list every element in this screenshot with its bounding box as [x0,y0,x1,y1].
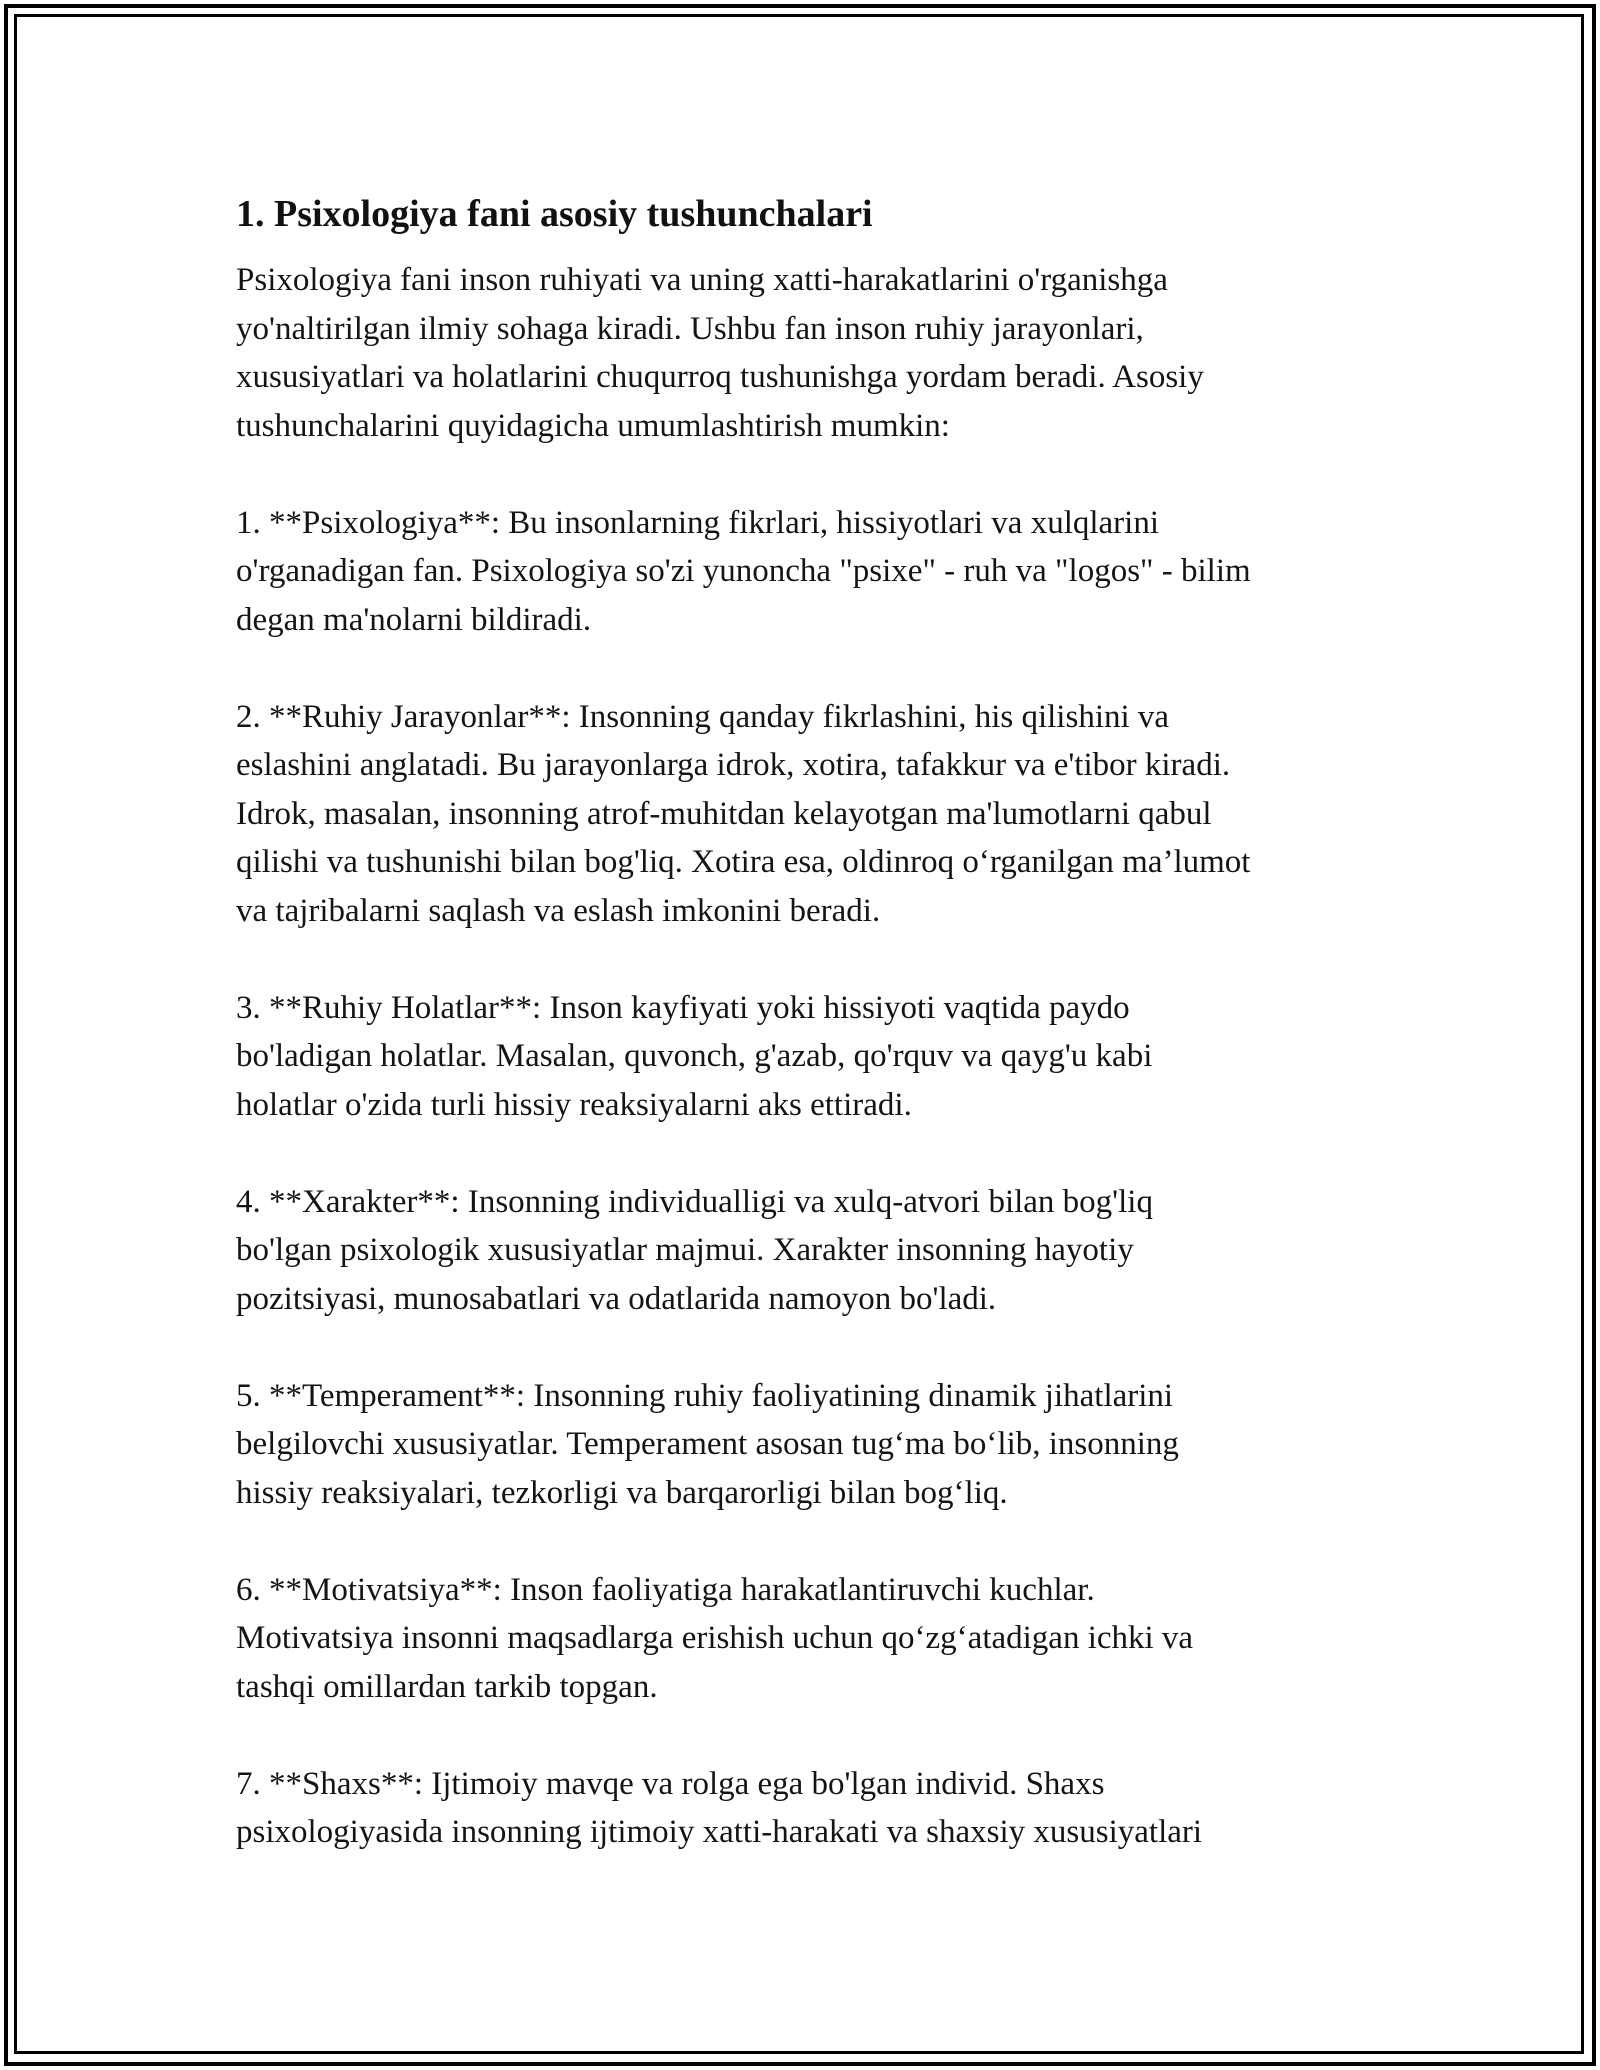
paragraph-line: bo'ladigan holatlar. Masalan, quvonch, g'azab, qo'rquv va qayg'u kabi [236,1038,1153,1074]
section-heading: 1. Psixologiya fani asosiy tushunchalari [236,193,873,235]
paragraph-line: qilishi va tushunishi bilan bog'liq. Xotira esa, oldinroq o‘rganilgan ma’lumot [236,844,1251,880]
item-xarakter [236,1178,1386,1324]
paragraph-line: yo'naltirilgan ilmiy sohaga kiradi. Ushbu fan inson ruhiy jarayonlari, [236,310,1144,347]
intro-paragraph [236,256,1386,450]
paragraph-line: 3. **Ruhiy Holatlar**: Inson kayfiyati yoki hissiyoti vaqtida paydo [236,989,1130,1026]
paragraph-line: 4. **Xarakter**: Insonning individualligi va xulq-atvori bilan bog'liq [236,1183,1153,1220]
paragraph-line: o'rganadigan fan. Psixologiya so'zi yunoncha "psixe" - ruh va "logos" - bilim [236,553,1251,589]
paragraph-line: tushunchalarini quyidagicha umumlashtirish mumkin: [236,407,950,444]
paragraph-line: belgilovchi xususiyatlar. Temperament asosan tug‘ma bo‘lib, insonning [236,1426,1179,1462]
document-body [236,186,1386,1905]
paragraph-line: Motivatsiya insonni maqsadlarga erishish uchun qo‘zg‘atadigan ichki va [236,1620,1194,1656]
paragraph-line: xususiyatlari va holatlarini chuqurroq tushunishga yordam beradi. Asosiy [236,359,1204,395]
item-ruhiy-jarayonlar [236,693,1386,936]
item-shaxs [236,1760,1386,1857]
item-psixologiya [236,499,1386,645]
paragraph-line: 1. **Psixologiya**: Bu insonlarning fikrlari, hissiyotlari va xulqlarini [236,504,1160,541]
paragraph-line: pozitsiyasi, munosabatlari va odatlarida namoyon bo'ladi. [236,1280,997,1317]
paragraph-line: Psixologiya fani inson ruhiyati va uning xatti-harakatlarini o'rganishga [236,262,1168,298]
paragraph-line: degan ma'nolarni bildiradi. [236,601,592,638]
paragraph-line: Idrok, masalan, insonning atrof-muhitdan kelayotgan ma'lumotlarni qabul [236,795,1212,832]
paragraph-line: tashqi omillardan tarkib topgan. [236,1668,658,1705]
paragraph-line: va tajribalarni saqlash va eslash imkonini beradi. [236,892,881,929]
item-ruhiy-holatlar [236,984,1386,1130]
paragraph-line: 5. **Temperament**: Insonning ruhiy faoliyatining dinamik jihatlarini [236,1377,1174,1414]
item-motivatsiya [236,1566,1386,1712]
item-temperament [236,1372,1386,1518]
paragraph-line: psixologiyasida insonning ijtimoiy xatti-harakati va shaxsiy xususiyatlari [236,1814,1203,1850]
paragraph-line: 6. **Motivatsiya**: Inson faoliyatiga harakatlantiruvchi kuchlar. [236,1571,1095,1608]
paragraph-line: bo'lgan psixologik xususiyatlar majmui. Xarakter insonning hayotiy [236,1232,1134,1268]
paragraph-line: holatlar o'zida turli hissiy reaksiyalarni aks ettiradi. [236,1086,912,1123]
paragraph-line: 2. **Ruhiy Jarayonlar**: Insonning qanday fikrlashini, his qilishini va [236,698,1170,735]
paragraph-line: eslashini anglatadi. Bu jarayonlarga idrok, xotira, tafakkur va e'tibor kiradi. [236,747,1231,783]
paragraph-line: hissiy reaksiyalari, tezkorligi va barqarorligi bilan bog‘liq. [236,1474,1008,1511]
paragraph-line: 7. **Shaxs**: Ijtimoiy mavqe va rolga ega bo'lgan individ. Shaxs [236,1765,1105,1802]
